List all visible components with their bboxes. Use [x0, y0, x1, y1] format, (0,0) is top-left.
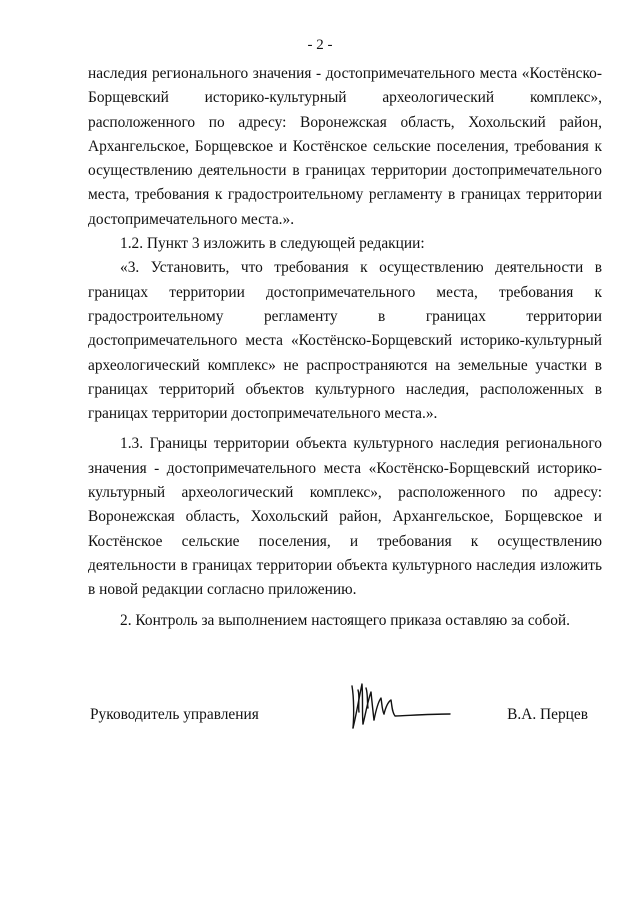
signatory-name: В.А. Перцев — [507, 706, 588, 723]
signature-block — [88, 700, 602, 740]
paragraph-2: 2. Контроль за выполнением настоящего приказа оставляю за собой. — [120, 611, 570, 629]
handwritten-signature — [346, 676, 456, 736]
paragraph-1-3: 1.3. Границы территории объекта культурного наследия регионального значения - достопримечательного места «Костёнско-Борщевский историко-культурный археологический комплекс», расположенного по адресу: Воронежская область, Хохольский район, Архангельское, Борщевское и Костёнское сельские поселения, и требования к осуществлению деятельности в границах территории объекта культурного наследия изложить в новой редакции согласно приложению. — [88, 435, 602, 599]
paragraph-1-2: 1.2. Пункт 3 изложить в следующей редакции: — [120, 235, 425, 253]
paragraph-continuation: наследия регионального значения - достопримечательного места «Костёнско-Борщевский историко-культурный археологический комплекс», расположенного по адресу: Воронежская область, Хохольский район, Архангельское, Борщевское и Костёнское сельские поселения, требования к осуществлению деятельности в границах территории достопримечательного места, требования к градостроительному регламенту в границах территории достопримечательного места.». — [88, 65, 602, 228]
document-body — [88, 62, 602, 633]
signatory-title: Руководитель управления — [90, 706, 259, 723]
paragraph-point-3: «3. Установить, что требования к осуществлению деятельности в границах территории достопримечательного места, требования к градостроительному регламенту в границах территории достопримечательного места «Костёнско-Борщевский историко-культурный археологический комплекс» не распространяются на земельные участки в границах территорий объектов культурного наследия, расположенных в границах территории достопримечательного места.». — [88, 259, 602, 423]
page-number: - 2 - — [307, 37, 333, 53]
